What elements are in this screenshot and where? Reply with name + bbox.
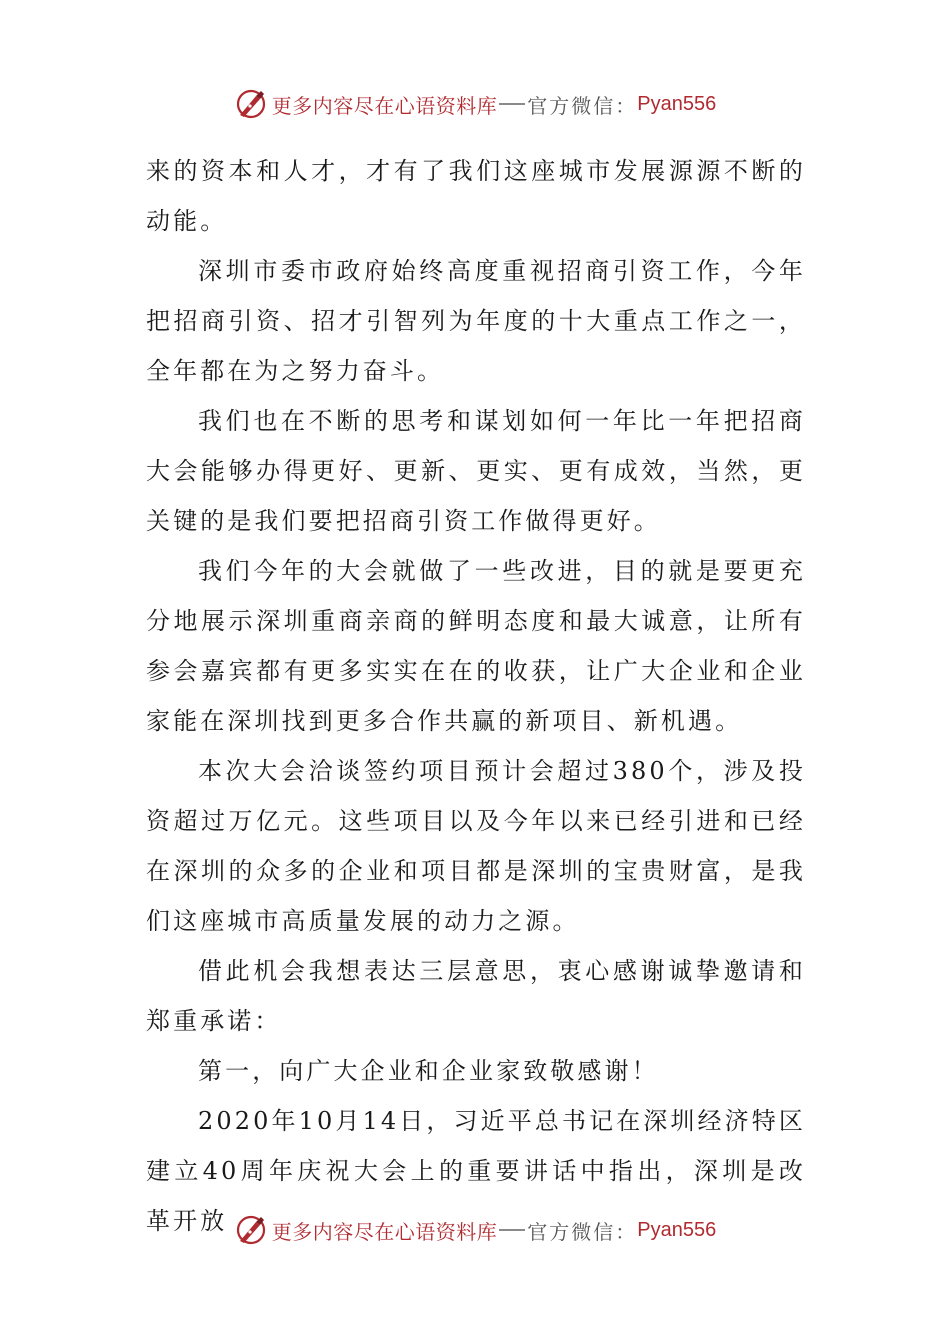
banner-wechat-id: Pyan556 [637,92,717,115]
paragraph: 来的资本和人才，才有了我们这座城市发展源源不断的动能。 [146,157,806,235]
banner-dash [499,1229,525,1231]
paragraph: 我们也在不断的思考和谋划如何一年比一年把招商大会能够办得更好、更新、更实、更有成效，当然，更关键的是我们要把招商引资工作做得更好。 [146,407,806,535]
document-body [146,146,806,1246]
paragraph: 深圳市委市政府始终高度重视招商引资工作，今年把招商引资、招才引智列为年度的十大重点工作之一，全年都在为之努力奋斗。 [146,257,806,385]
pen-nib-logo-icon [234,1213,268,1247]
paragraph: 2020年10月14日，习近平总书记在深圳经济特区建立40周年庆祝大会上的重要讲话中指出，深圳是改革开放 [146,1107,806,1235]
footer-banner [0,1210,950,1250]
banner-site-text: 更多内容尽在心语资料库 [271,1219,498,1244]
header-banner [0,84,950,124]
banner-wechat-id: Pyan556 [637,1218,717,1241]
banner-wechat-label: 官方微信： [527,93,638,118]
paragraph: 本次大会洽谈签约项目预计会超过380个，涉及投资超过万亿元。这些项目以及今年以来已经引进和已经在深圳的众多的企业和项目都是深圳的宝贵财富，是我们这座城市高质量发展的动力之源。 [146,757,806,935]
paragraph: 第一，向广大企业和企业家致敬感谢！ [198,1057,659,1085]
banner-wechat-label: 官方微信： [527,1219,638,1244]
pen-nib-logo-icon [234,87,268,121]
banner-dash [499,103,525,105]
banner-site-text: 更多内容尽在心语资料库 [271,93,498,118]
paragraph: 我们今年的大会就做了一些改进，目的就是要更充分地展示深圳重商亲商的鲜明态度和最大诚意，让所有参会嘉宾都有更多实实在在的收获，让广大企业和企业家能在深圳找到更多合作共赢的新项目、新机遇。 [146,557,806,735]
paragraph: 借此机会我想表达三层意思，衷心感谢诚挚邀请和郑重承诺： [146,957,806,1035]
